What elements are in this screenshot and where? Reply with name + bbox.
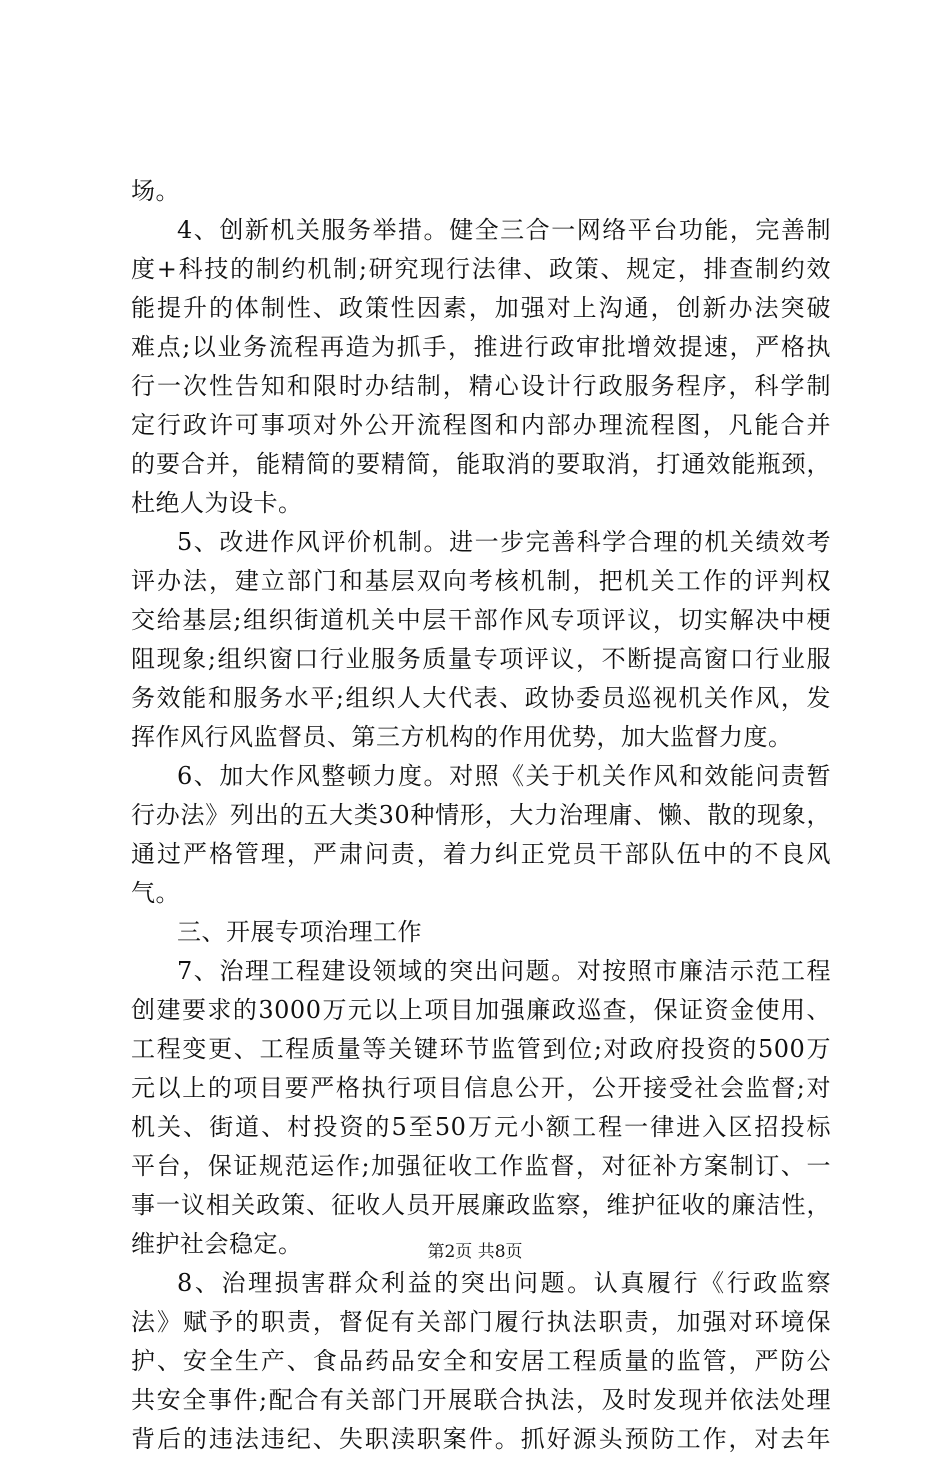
text-line: 的要合并，能精简的要精简，能取消的要取消，打通效能瓶颈，	[131, 450, 831, 478]
page-footer: 第2页 共8页	[427, 1242, 523, 1262]
text-line: 评办法，建立部门和基层双向考核机制，把机关工作的评判权	[131, 567, 831, 595]
text-line: 事一议相关政策、征收人员开展廉政监察，维护征收的廉洁性，	[131, 1191, 831, 1219]
text-line: 8、治理损害群众利益的突出问题。认真履行《行政监察	[177, 1269, 831, 1297]
text-line: 能提升的体制性、政策性因素，加强对上沟通，创新办法突破	[131, 294, 831, 322]
text-line: 6、加大作风整顿力度。对照《关于机关作风和效能问责暂	[177, 762, 831, 790]
text-line: 通过严格管理，严肃问责，着力纠正党员干部队伍中的不良风	[131, 840, 831, 868]
text-line: 共安全事件;配合有关部门开展联合执法，及时发现并依法处理	[131, 1386, 831, 1414]
text-line: 务效能和服务水平;组织人大代表、政协委员巡视机关作风，发	[131, 684, 831, 712]
text-line: 场。	[131, 177, 180, 205]
text-line: 背后的违法违纪、失职渎职案件。抓好源头预防工作，对去年	[131, 1425, 831, 1453]
text-line: 创建要求的3000万元以上项目加强廉政巡查，保证资金使用、	[131, 996, 831, 1024]
section-heading: 三、开展专项治理工作	[177, 918, 422, 946]
text-line: 度+科技的制约机制;研究现行法律、政策、规定，排查制约效	[131, 255, 831, 283]
text-line: 难点;以业务流程再造为抓手，推进行政审批增效提速，严格执	[131, 333, 831, 361]
text-line: 法》赋予的职责，督促有关部门履行执法职责，加强对环境保	[131, 1308, 831, 1336]
text-line: 气。	[131, 879, 180, 907]
text-line: 工程变更、工程质量等关键环节监管到位;对政府投资的500万	[131, 1035, 831, 1063]
text-line: 维护社会稳定。	[131, 1230, 303, 1258]
text-line: 行办法》列出的五大类30种情形，大力治理庸、懒、散的现象，	[131, 801, 831, 829]
text-line: 定行政许可事项对外公开流程图和内部办理流程图，凡能合并	[131, 411, 831, 439]
text-line: 元以上的项目要严格执行项目信息公开，公开接受社会监督;对	[131, 1074, 831, 1102]
document-body	[131, 172, 831, 1459]
text-line: 交给基层;组织街道机关中层干部作风专项评议，切实解决中梗	[131, 606, 831, 634]
text-line: 阻现象;组织窗口行业服务质量专项评议，不断提高窗口行业服	[131, 645, 831, 673]
text-line: 平台，保证规范运作;加强征收工作监督，对征补方案制订、一	[131, 1152, 831, 1180]
text-line: 护、安全生产、食品药品安全和安居工程质量的监管，严防公	[131, 1347, 831, 1375]
text-line: 5、改进作风评价机制。进一步完善科学合理的机关绩效考	[177, 528, 831, 556]
text-line: 机关、街道、村投资的5至50万元小额工程一律进入区招投标	[131, 1113, 831, 1141]
text-line: 挥作风行风监督员、第三方机构的作用优势，加大监督力度。	[131, 723, 793, 751]
text-line: 行一次性告知和限时办结制，精心设计行政服务程序，科学制	[131, 372, 831, 400]
text-line: 4、创新机关服务举措。健全三合一网络平台功能，完善制	[177, 216, 831, 244]
text-line: 7、治理工程建设领域的突出问题。对按照市廉洁示范工程	[177, 957, 831, 985]
text-line: 杜绝人为设卡。	[131, 489, 303, 517]
